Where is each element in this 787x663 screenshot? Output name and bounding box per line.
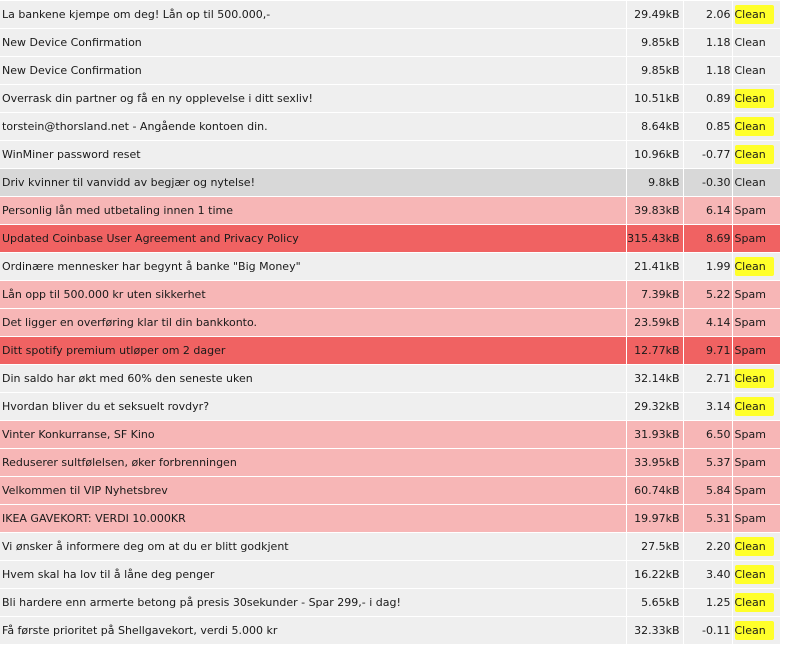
status-cell [732,365,780,393]
spam-score: -0.77 [683,141,732,169]
spam-score: 8.69 [683,225,732,253]
status-cell [732,113,780,141]
spam-score: 6.50 [683,421,732,449]
spam-score: 0.89 [683,85,732,113]
message-subject[interactable]: New Device Confirmation [0,29,626,57]
message-row[interactable] [0,253,780,281]
status-label: Spam [734,316,766,329]
status-cell [732,1,780,29]
status-cell [732,281,780,309]
status-cell [732,561,780,589]
spam-score: 4.14 [683,309,732,337]
spam-score: 0.85 [683,113,732,141]
message-size: 9.8kB [626,169,683,197]
message-size: 10.96kB [626,141,683,169]
status-cell [732,169,780,197]
message-subject[interactable]: Overrask din partner og få en ny opplevelse i ditt sexliv! [0,85,626,113]
message-row[interactable] [0,113,780,141]
status-label: Clean [735,145,774,164]
message-subject[interactable]: WinMiner password reset [0,141,626,169]
spam-score: 1.18 [683,57,732,85]
status-label: Clean [734,176,766,189]
message-size: 9.85kB [626,57,683,85]
message-size: 12.77kB [626,337,683,365]
status-label: Clean [735,257,774,276]
spam-score: 5.22 [683,281,732,309]
message-subject[interactable]: Få første prioritet på Shellgavekort, verdi 5.000 kr [0,617,626,645]
message-subject[interactable]: Driv kvinner til vanvidd av begjær og nytelse! [0,169,626,197]
status-label: Clean [735,537,774,556]
spam-score: 3.40 [683,561,732,589]
status-label: Spam [734,344,766,357]
message-row[interactable] [0,617,780,645]
message-size: 315.43kB [626,225,683,253]
spam-score: -0.30 [683,169,732,197]
message-size: 29.49kB [626,1,683,29]
message-subject[interactable]: Velkommen til VIP Nyhetsbrev [0,477,626,505]
message-subject[interactable]: La bankene kjempe om deg! Lån op til 500.000,- [0,1,626,29]
spam-score: 2.20 [683,533,732,561]
status-label: Clean [735,593,774,612]
message-subject[interactable]: Vi ønsker å informere deg om at du er blitt godkjent [0,533,626,561]
message-subject[interactable]: Hvordan bliver du et seksuelt rovdyr? [0,393,626,421]
status-label: Clean [735,621,774,640]
status-cell [732,533,780,561]
spam-score: 2.06 [683,1,732,29]
status-label: Spam [734,428,766,441]
message-row[interactable] [0,393,780,421]
message-row[interactable] [0,1,780,29]
message-subject[interactable]: torstein@thorsland.net - Angående kontoen din. [0,113,626,141]
message-subject[interactable]: Vinter Konkurranse, SF Kino [0,421,626,449]
message-size: 31.93kB [626,421,683,449]
status-label: Spam [734,204,766,217]
status-cell [732,309,780,337]
message-subject[interactable]: Lån opp til 500.000 kr uten sikkerhet [0,281,626,309]
message-row[interactable] [0,421,780,449]
spam-score: 5.37 [683,449,732,477]
message-size: 19.97kB [626,505,683,533]
status-label: Clean [735,117,774,136]
message-subject[interactable]: Ordinære mennesker har begynt å banke "Big Money" [0,253,626,281]
status-cell [732,393,780,421]
message-size: 29.32kB [626,393,683,421]
message-subject[interactable]: Ditt spotify premium utløper om 2 dager [0,337,626,365]
spam-score: 9.71 [683,337,732,365]
message-row[interactable] [0,197,780,225]
message-row[interactable] [0,337,780,365]
status-cell [732,29,780,57]
message-row[interactable] [0,533,780,561]
spam-score: 6.14 [683,197,732,225]
message-row[interactable] [0,477,780,505]
message-size: 32.33kB [626,617,683,645]
spam-score: 1.18 [683,29,732,57]
status-cell [732,141,780,169]
status-label: Spam [734,288,766,301]
status-label: Clean [735,397,774,416]
spam-score: 5.31 [683,505,732,533]
message-row[interactable] [0,225,780,253]
message-row[interactable] [0,449,780,477]
message-row[interactable] [0,365,780,393]
status-label: Spam [734,512,766,525]
message-subject[interactable]: Din saldo har økt med 60% den seneste uken [0,365,626,393]
message-row[interactable] [0,589,780,617]
spam-score: 3.14 [683,393,732,421]
message-row[interactable] [0,281,780,309]
message-row[interactable] [0,309,780,337]
message-row[interactable] [0,29,780,57]
message-subject[interactable]: Det ligger en overføring klar til din bankkonto. [0,309,626,337]
message-row[interactable] [0,141,780,169]
message-subject[interactable]: Hvem skal ha lov til å låne deg penger [0,561,626,589]
status-cell [732,589,780,617]
message-size: 8.64kB [626,113,683,141]
message-subject[interactable]: Updated Coinbase User Agreement and Privacy Policy [0,225,626,253]
message-row[interactable] [0,85,780,113]
message-row[interactable] [0,505,780,533]
status-cell [732,617,780,645]
message-subject[interactable]: Reduserer sultfølelsen, øker forbrenningen [0,449,626,477]
status-label: Clean [735,369,774,388]
message-row[interactable] [0,57,780,85]
message-subject[interactable]: New Device Confirmation [0,57,626,85]
status-cell [732,477,780,505]
status-cell [732,421,780,449]
status-cell [732,337,780,365]
status-cell [732,57,780,85]
status-label: Clean [734,64,766,77]
status-cell [732,505,780,533]
spam-score: 1.25 [683,589,732,617]
message-row[interactable] [0,561,780,589]
status-cell [732,197,780,225]
status-cell [732,85,780,113]
status-label: Clean [735,565,774,584]
message-row[interactable] [0,169,780,197]
message-size: 7.39kB [626,281,683,309]
message-list-body [0,1,780,645]
status-cell [732,253,780,281]
spam-score: 5.84 [683,477,732,505]
message-size: 23.59kB [626,309,683,337]
status-label: Spam [734,484,766,497]
message-size: 10.51kB [626,85,683,113]
spam-score: -0.11 [683,617,732,645]
message-size: 5.65kB [626,589,683,617]
message-size: 16.22kB [626,561,683,589]
status-label: Spam [734,232,766,245]
status-cell [732,225,780,253]
message-size: 21.41kB [626,253,683,281]
message-subject[interactable]: Personlig lån med utbetaling innen 1 time [0,197,626,225]
message-size: 9.85kB [626,29,683,57]
status-label: Clean [735,5,774,24]
message-subject[interactable]: IKEA GAVEKORT: VERDI 10.000KR [0,505,626,533]
message-subject[interactable]: Bli hardere enn armerte betong på presis 30sekunder - Spar 299,- i dag! [0,589,626,617]
message-size: 27.5kB [626,533,683,561]
spam-score: 1.99 [683,253,732,281]
message-size: 32.14kB [626,365,683,393]
status-label: Clean [735,89,774,108]
status-label: Spam [734,456,766,469]
status-label: Clean [734,36,766,49]
status-cell [732,449,780,477]
message-size: 33.95kB [626,449,683,477]
message-size: 60.74kB [626,477,683,505]
spam-score: 2.71 [683,365,732,393]
message-size: 39.83kB [626,197,683,225]
